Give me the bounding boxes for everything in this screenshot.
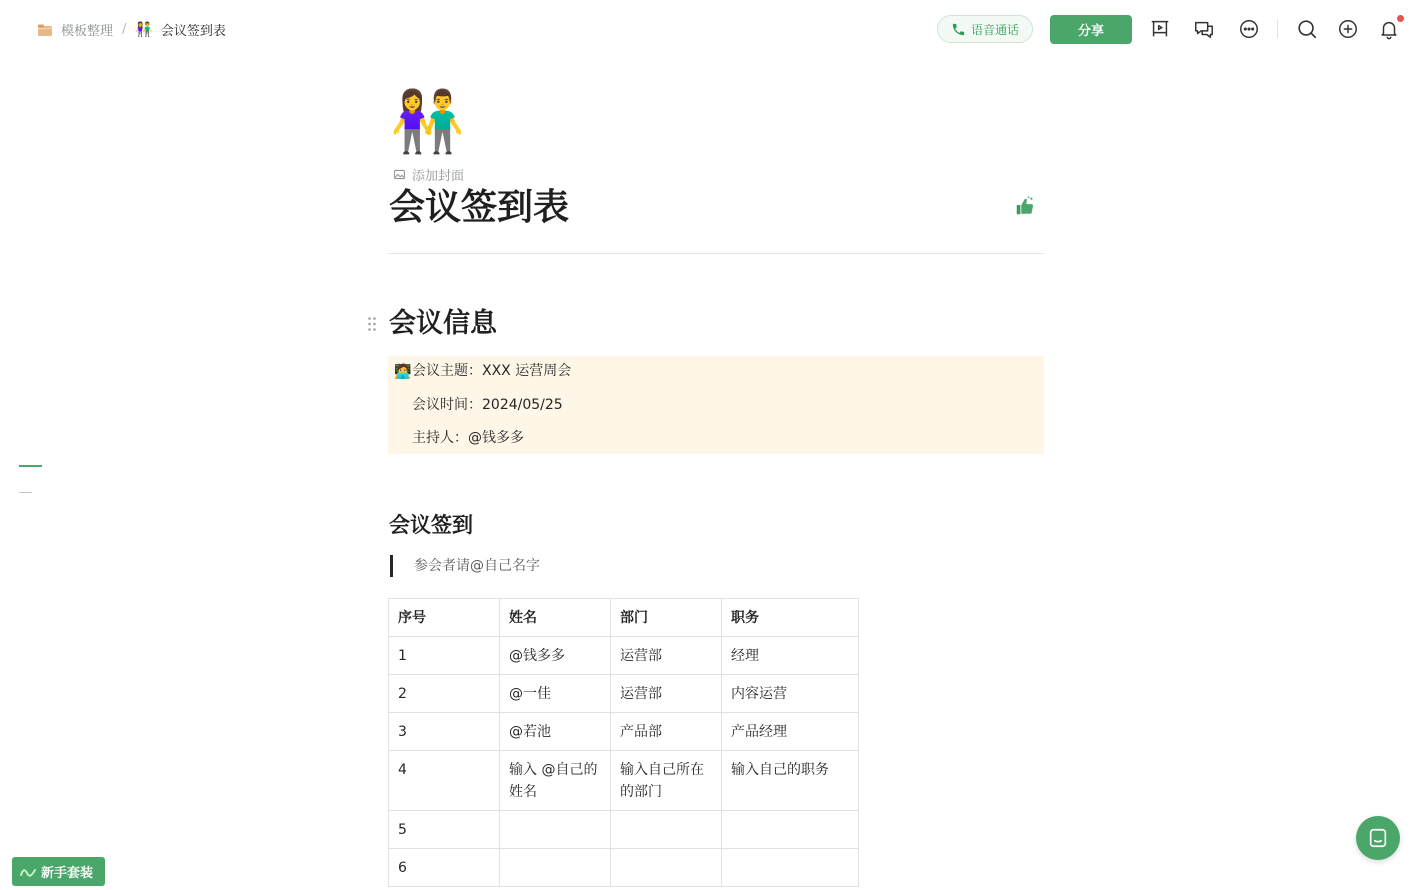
table-cell[interactable]: 输入 @自己的姓名 xyxy=(500,751,611,811)
search-icon[interactable] xyxy=(1296,18,1318,40)
table-cell[interactable] xyxy=(722,849,859,887)
table-cell[interactable]: @一佳 xyxy=(500,675,611,713)
table-cell[interactable]: 4 xyxy=(389,751,500,811)
add-icon[interactable] xyxy=(1337,18,1359,40)
breadcrumb xyxy=(37,20,226,39)
table-cell[interactable]: @若池 xyxy=(500,713,611,751)
table-cell[interactable]: 经理 xyxy=(722,637,859,675)
table-header-cell[interactable]: 部门 xyxy=(611,599,722,637)
bell-icon[interactable] xyxy=(1378,18,1400,40)
table-row xyxy=(389,849,859,887)
share-button[interactable]: 分享 xyxy=(1050,15,1132,44)
add-cover-label: 添加封面 xyxy=(412,169,465,184)
table-header-cell[interactable]: 序号 xyxy=(389,599,500,637)
callout-line-topic: 会议主题：XXX 运营周会 xyxy=(412,363,572,379)
breadcrumb-separator: / xyxy=(122,22,127,37)
breadcrumb-parent[interactable]: 模板整理 xyxy=(61,24,114,39)
table-cell[interactable]: @钱多多 xyxy=(500,637,611,675)
more-icon[interactable] xyxy=(1238,18,1260,40)
title-divider xyxy=(388,253,1044,254)
breadcrumb-current[interactable]: 会议签到表 xyxy=(160,24,226,39)
starter-logo-icon xyxy=(19,866,37,878)
table-row xyxy=(389,811,859,849)
table-row xyxy=(389,751,859,811)
table-cell[interactable]: 6 xyxy=(389,849,500,887)
signin-table xyxy=(388,598,859,887)
image-icon xyxy=(393,168,406,181)
table-cell[interactable] xyxy=(611,811,722,849)
starter-kit-label: 新手套装 xyxy=(41,866,94,881)
voice-call-button[interactable] xyxy=(937,15,1033,43)
table-header-row xyxy=(389,599,859,637)
table-header-cell[interactable]: 姓名 xyxy=(500,599,611,637)
table-row xyxy=(389,713,859,751)
page-title[interactable]: 会议签到表 xyxy=(389,187,570,228)
toolbar-divider xyxy=(1277,20,1278,38)
table-cell[interactable]: 输入自己所在的部门 xyxy=(611,751,722,811)
notification-dot xyxy=(1397,15,1404,22)
starter-kit-button[interactable] xyxy=(12,857,105,886)
heading-meeting-signin[interactable]: 会议签到 xyxy=(389,513,473,537)
table-cell[interactable]: 产品经理 xyxy=(722,713,859,751)
outline-item-active[interactable] xyxy=(19,465,42,467)
drag-handle-icon[interactable] xyxy=(367,316,377,332)
table-cell[interactable] xyxy=(722,811,859,849)
chat-icon xyxy=(1367,827,1389,849)
heading-meeting-info[interactable]: 会议信息 xyxy=(389,308,497,339)
quote-block[interactable]: 参会者请@自己名字 xyxy=(390,555,540,577)
table-cell[interactable] xyxy=(500,811,611,849)
table-cell[interactable]: 产品部 xyxy=(611,713,722,751)
table-cell[interactable]: 运营部 xyxy=(611,675,722,713)
callout-line-host: 主持人：@钱多多 xyxy=(412,430,524,446)
table-cell[interactable]: 5 xyxy=(389,811,500,849)
table-cell[interactable]: 2 xyxy=(389,675,500,713)
table-row xyxy=(389,637,859,675)
outline-item[interactable] xyxy=(19,492,32,493)
table-cell[interactable] xyxy=(500,849,611,887)
table-cell[interactable]: 运营部 xyxy=(611,637,722,675)
table-header-cell[interactable]: 职务 xyxy=(722,599,859,637)
present-icon[interactable] xyxy=(1149,18,1171,40)
callout-emoji[interactable]: 🧑‍💻 xyxy=(394,364,412,380)
folder-icon xyxy=(37,22,53,38)
doc-icon-emoji[interactable]: 👫 xyxy=(390,87,465,157)
phone-icon xyxy=(951,22,966,37)
table-row xyxy=(389,675,859,713)
table-cell[interactable]: 内容运营 xyxy=(722,675,859,713)
chat-support-button[interactable] xyxy=(1356,816,1400,860)
table-cell[interactable]: 输入自己的职务 xyxy=(722,751,859,811)
callout-block[interactable] xyxy=(388,356,1044,454)
comment-icon[interactable] xyxy=(1193,18,1215,40)
voice-call-label: 语音通话 xyxy=(970,22,1019,37)
top-bar xyxy=(0,0,1416,58)
add-cover-button[interactable] xyxy=(393,165,464,184)
couple-emoji-icon: 👫 xyxy=(135,21,153,38)
callout-line-time: 会议时间：2024/05/25 xyxy=(412,397,563,413)
table-cell[interactable]: 1 xyxy=(389,637,500,675)
thumb-up-icon[interactable] xyxy=(1014,195,1036,217)
table-cell[interactable] xyxy=(611,849,722,887)
table-cell[interactable]: 3 xyxy=(389,713,500,751)
